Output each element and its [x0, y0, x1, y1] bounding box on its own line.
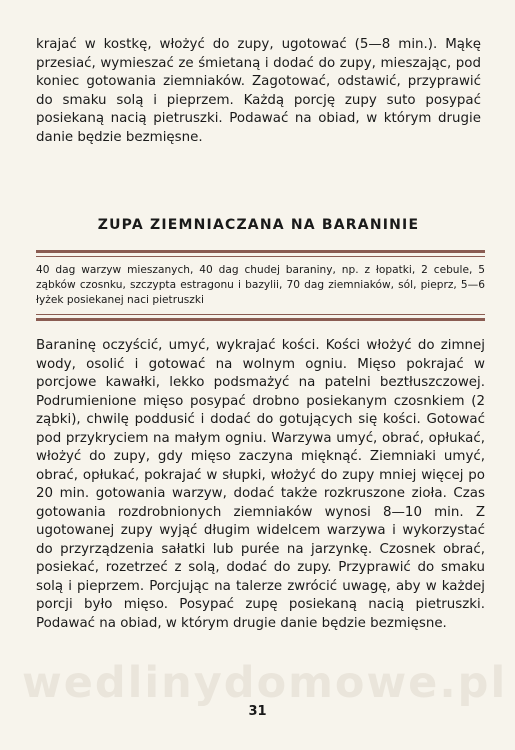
divider-bottom-thick: [36, 318, 485, 321]
recipe-title: ZUPA ZIEMNIACZANA NA BARANINIE: [97, 217, 420, 233]
divider-bottom-thin: [36, 314, 485, 315]
watermark: wedlinydomowe.pl: [22, 658, 508, 708]
divider-top-thick: [36, 250, 485, 253]
divider-top-thin: [36, 256, 485, 257]
ingredients-list: 40 dag warzyw mieszanych, 40 dag chudej baraniny, np. z łopatki, 2 cebule, 5 ząbków czosnku, szczypta estragonu i bazylii, 70 dag ziemniaków, sól, pieprz, 5—6 łyżek posiekanej naci pietruszki: [36, 264, 485, 307]
instructions-paragraph: Baraninę oczyścić, umyć, wykrajać kości. Kości włożyć do zimnej wody, osolić i gotować na wolnym ogniu. Mięso pokrajać w porcjowe kawałki, lekko podsmażyć na patelni beztłuszczowej. Podrumienione mięso posypać drobno posiekanym czosnkiem (2 ząbki), chwilę poddusić i dodać do gotujących się kości. Gotować pod przykryciem na małym ogniu. Warzywa umyć, obrać, opłukać, włożyć do zupy, gdy mięso zaczyna mięknąć. Ziemniaki umyć, obrać, opłukać, pokrajać w słupki, włożyć do zupy mniej więcej po 20 min. gotowania warzyw, dodać także rozkruszone zioła. Czas gotowania rozdrobnionych ziemniaków wynosi 8—10 min. Z ugotowanej zupy wyjąć długim widelcem warzywa i wykorzystać do przyrządzenia sałatki lub purée na jarzynkę. Czosnek obrać, posiekać, rozetrzeć z solą, dodać do zupy. Przyprawić do smaku solą i pieprzem. Porcjując na talerze zwrócić uwagę, aby w każdej porcji było mięso. Posypać zupę posiekaną nacią pietruszki. Podawać na obiad, w którym drugie danie będzie bezmięsne.: [36, 338, 485, 631]
intro-paragraph: krajać w kostkę, włożyć do zupy, ugotować (5—8 min.). Mąkę przesiać, wymieszać ze śmietaną i dodać do zupy, mieszając, pod koniec gotowania ziemniaków. Zagotować, odstawić, przyprawić do smaku solą i pieprzem. Każdą porcję zupy suto posypać posiekaną nacią pietruszki. Podawać na obiad, w którym drugie danie będzie bezmięsne.: [36, 37, 481, 145]
page-number: 31: [248, 704, 267, 719]
